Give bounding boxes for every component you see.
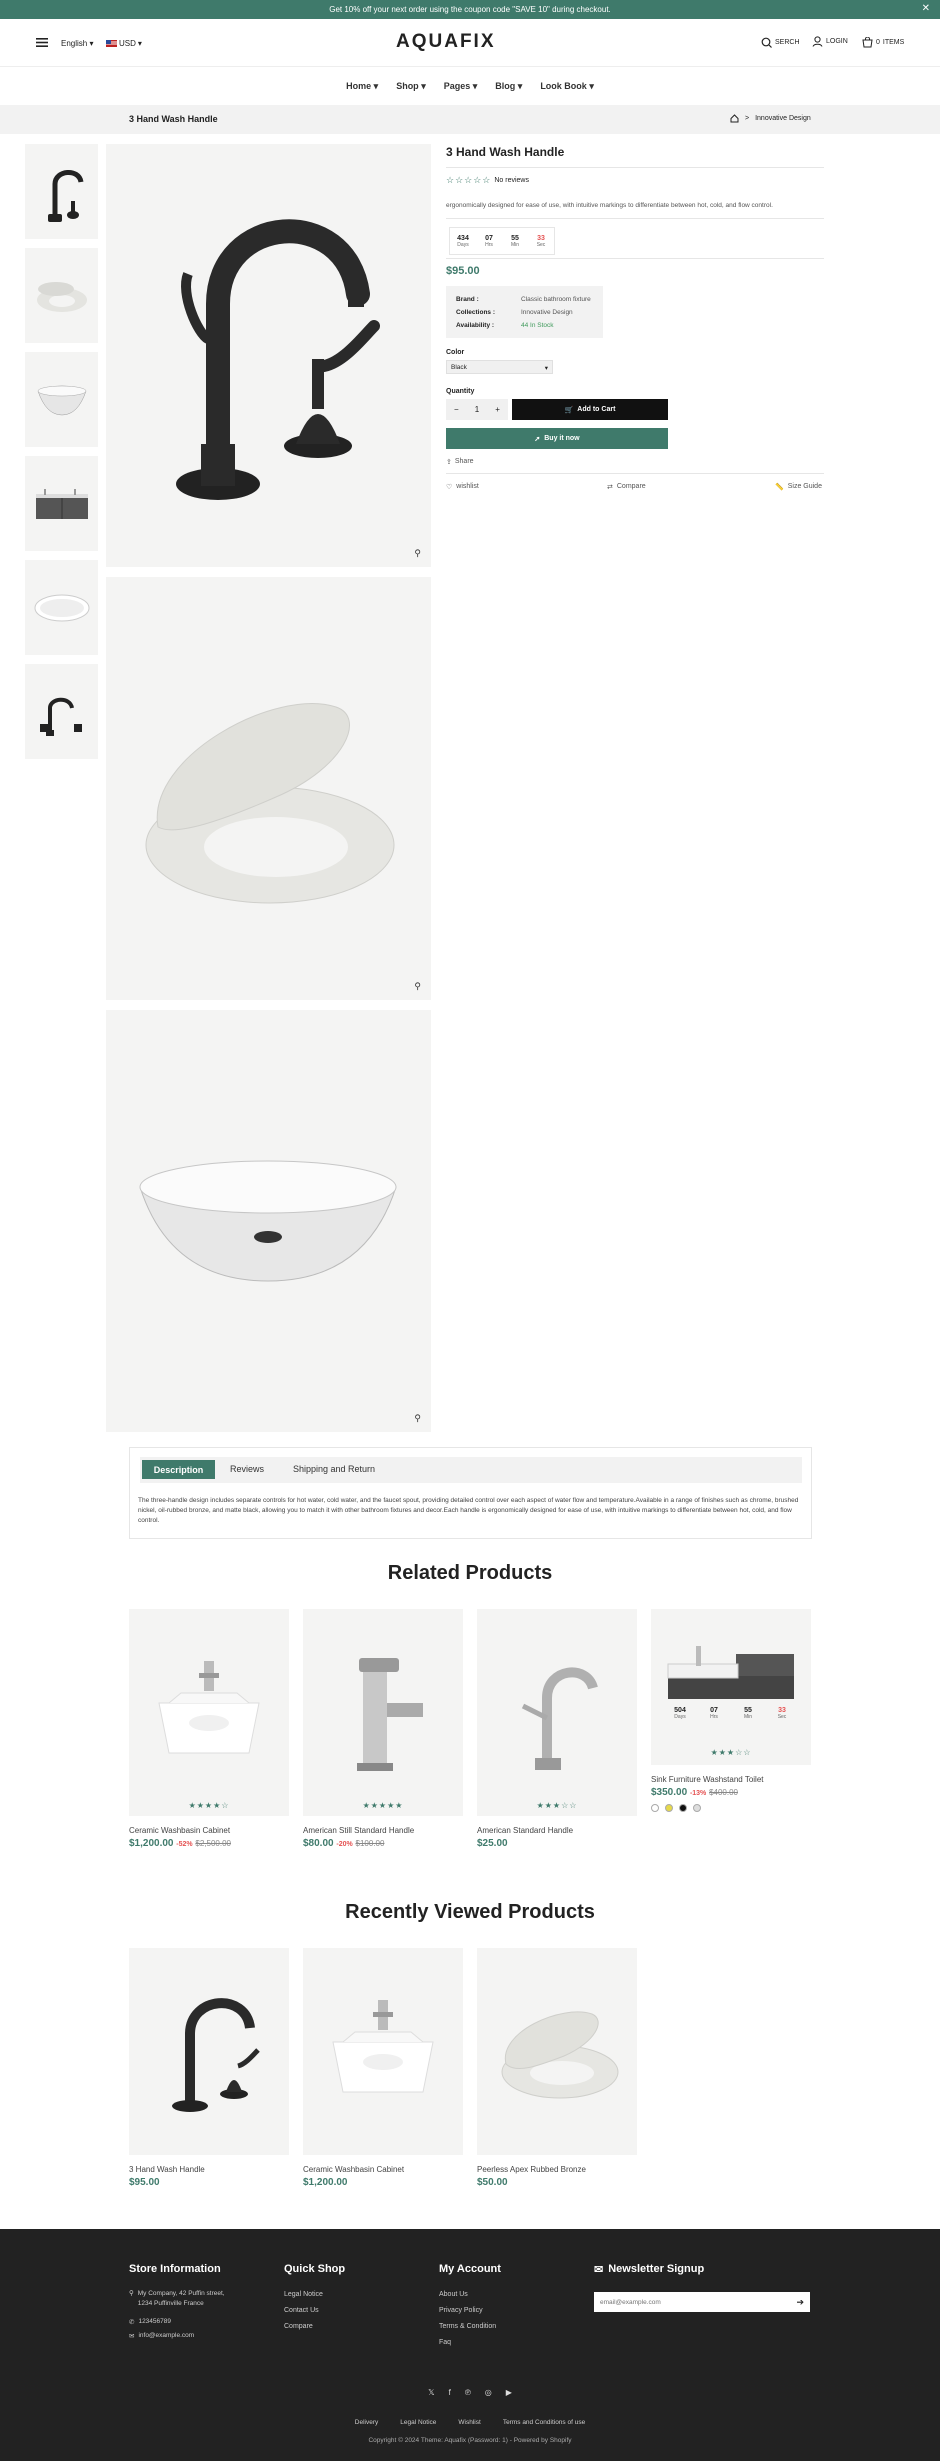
availability-label: Availability : (456, 322, 495, 329)
thumbnail-toilet-seat[interactable] (25, 248, 98, 343)
discount: -13% (689, 1790, 707, 1797)
reviews-text: No reviews (494, 177, 529, 184)
product-image[interactable] (303, 1609, 463, 1816)
chevron-down-icon: ▾ (544, 365, 548, 372)
newsletter-title-text: Newsletter Signup (608, 2263, 705, 2275)
address-text: My Company, 42 Puffin street, 1234 Puffinville France (137, 2290, 225, 2307)
compare-icon: ⇄ (607, 484, 613, 491)
product-image-basin[interactable] (106, 1010, 431, 1432)
color-select[interactable] (446, 360, 553, 374)
discount: -52% (176, 1841, 193, 1848)
divider (446, 218, 824, 219)
rating-stars: ★★★☆☆ (710, 1748, 752, 1757)
language-label: English (61, 39, 88, 48)
product-name[interactable]: Peerless Apex Rubbed Bronze (477, 2165, 586, 2174)
footer-link[interactable]: Legal Notice (284, 2291, 323, 2298)
login-label: LOGIN (826, 38, 848, 45)
color-selected: Black (451, 364, 467, 371)
close-icon[interactable]: ✕ (921, 3, 930, 14)
product-image[interactable] (129, 1948, 289, 2155)
product-image[interactable] (477, 1948, 637, 2155)
minus-button[interactable]: − (454, 405, 459, 414)
product-card[interactable] (477, 1609, 637, 1849)
wishlist-button[interactable] (446, 483, 479, 491)
thumbnail-bathtub[interactable] (25, 560, 98, 655)
announcement-bar (0, 0, 940, 19)
store-info-title: Store Information (129, 2263, 221, 2275)
price: $1,200.00 (129, 1838, 174, 1849)
divider (446, 473, 824, 474)
footer-link[interactable]: Compare (284, 2323, 313, 2330)
page-title: 3 Hand Wash Handle (129, 114, 218, 124)
pinterest-icon[interactable]: ℗ (464, 2388, 471, 2397)
thumbnail-cabinet[interactable] (25, 456, 98, 551)
nav-item-shop[interactable]: Shop ▾ (396, 80, 426, 91)
product-price (651, 1787, 811, 1798)
nav-label: Shop (396, 80, 419, 91)
star-icons: ☆☆☆☆☆ (446, 175, 492, 185)
copyright: Copyright © 2024 Theme: Aquafix (Password: 1) - Powered by Shopify (368, 2437, 572, 2444)
countdown-minutes: 55 Min (743, 1706, 753, 1720)
product-rating[interactable] (446, 175, 529, 186)
footer-bottom-link[interactable]: Legal Notice (400, 2419, 437, 2426)
color-swatches (651, 1804, 811, 1812)
quantity-stepper[interactable] (446, 399, 508, 420)
countdown-days: 504 Days (674, 1706, 686, 1720)
instagram-icon[interactable]: ◎ (484, 2388, 492, 2397)
cart-icon (862, 37, 873, 48)
home-icon[interactable] (730, 114, 739, 123)
product-image[interactable] (303, 1948, 463, 2155)
site-footer (0, 2229, 940, 2461)
add-to-cart-label: Add to Cart (577, 406, 616, 413)
footer-link[interactable]: Terms & Condition (439, 2323, 497, 2330)
share-icon: ⇪ (446, 459, 452, 466)
footer-link[interactable]: Privacy Policy (439, 2307, 483, 2314)
product-tabs (129, 1447, 812, 1539)
collections-value[interactable]: Innovative Design (521, 309, 573, 316)
swatch-gray[interactable] (693, 1804, 701, 1812)
size-guide-button[interactable] (775, 483, 822, 491)
email-text: info@example.com (138, 2332, 195, 2339)
buy-now-button[interactable] (446, 428, 668, 449)
nav-label: Pages (443, 80, 471, 91)
ruler-icon: 📏 (775, 484, 784, 491)
quantity-value[interactable]: 1 (474, 405, 480, 414)
language-select[interactable]: English ▾ (61, 39, 94, 48)
price: $25.00 (477, 1838, 508, 1849)
product-card[interactable] (303, 1609, 463, 1849)
tab-shipping[interactable]: Shipping and Return (293, 1464, 376, 1474)
product-name[interactable]: American Standard Handle (477, 1826, 574, 1835)
product-price (129, 1838, 289, 1849)
menu-icon[interactable] (36, 38, 48, 49)
zoom-icon[interactable]: ⚲ (414, 548, 421, 558)
rating-stars: ★★★☆☆ (536, 1801, 578, 1810)
zoom-icon[interactable]: ⚲ (414, 1413, 421, 1423)
main-nav (0, 68, 940, 104)
collections-label: Collections : (456, 309, 496, 316)
x-twitter-icon[interactable]: 𝕏 (428, 2388, 435, 2397)
divider (446, 258, 824, 259)
nav-item-home[interactable]: Home ▾ (346, 80, 379, 91)
countdown-seconds: 33 Sec (536, 234, 546, 248)
location-icon: ⚲ (129, 2290, 134, 2297)
nav-item-pages[interactable]: Pages ▾ (443, 80, 478, 91)
discount: -20% (336, 1841, 353, 1848)
add-to-cart-button[interactable] (512, 399, 668, 420)
heart-icon: ♡ (446, 484, 453, 491)
countdown-timer (449, 227, 555, 255)
nav-label: Blog (495, 80, 516, 91)
countdown-hours: 07 Hrs (710, 1706, 718, 1720)
color-label: Color (446, 349, 465, 356)
nav-label: Look Book (540, 80, 587, 91)
tab-description[interactable]: Description (142, 1460, 215, 1479)
product-card[interactable] (477, 1948, 637, 2188)
account-links (439, 2282, 496, 2346)
compare-label: Compare (616, 483, 646, 490)
store-email[interactable] (129, 2332, 194, 2340)
rating-stars: ★★★★★ (362, 1801, 404, 1810)
product-price: $95.00 (446, 265, 480, 277)
thumbnail-basin[interactable] (25, 352, 98, 447)
divider (446, 167, 824, 168)
product-image-toilet-seat[interactable] (106, 577, 431, 1000)
cart-count: 0 (876, 39, 880, 46)
mail-icon: ✉ (129, 2333, 135, 2340)
size-guide-label: Size Guide (787, 483, 822, 490)
price: $350.00 (651, 1787, 688, 1798)
product-price (477, 1838, 637, 1849)
footer-link[interactable]: About Us (439, 2291, 468, 2298)
footer-link[interactable]: Faq (439, 2339, 452, 2346)
quantity-label: Quantity (446, 388, 475, 395)
search-icon (761, 37, 772, 48)
phone-icon: ✆ (129, 2319, 135, 2326)
product-name[interactable]: Sink Furniture Washstand Toilet (651, 1775, 764, 1784)
cart-button[interactable] (862, 37, 904, 48)
product-price (303, 1838, 463, 1849)
breadcrumb (730, 114, 811, 123)
product-price: $50.00 (477, 2177, 508, 2188)
plus-button[interactable]: + (495, 405, 500, 414)
arrow-right-icon[interactable]: ➔ (796, 2296, 804, 2307)
currency-select[interactable]: USD ▾ (106, 39, 142, 48)
us-flag-icon (106, 40, 117, 47)
old-price: $400.00 (709, 1788, 738, 1797)
facebook-icon[interactable]: f (448, 2388, 451, 2397)
price: $80.00 (303, 1838, 334, 1849)
social-links (0, 2388, 940, 2397)
site-header (0, 19, 940, 67)
login-button[interactable] (812, 36, 848, 47)
countdown-minutes: 55 Min (510, 234, 520, 248)
product-image[interactable] (477, 1609, 637, 1816)
search-label: SERCH (775, 39, 800, 46)
thumbnail-faucet[interactable] (25, 144, 98, 239)
countdown-hours: 07 Hrs (485, 234, 493, 248)
newsletter-email-input[interactable] (600, 2299, 780, 2306)
product-image-faucet[interactable] (106, 144, 431, 567)
countdown-days: 434 Days (457, 234, 469, 248)
product-card[interactable] (303, 1948, 463, 2188)
compare-button[interactable] (607, 483, 646, 491)
brand-value: Classic bathroom fixture (521, 296, 591, 303)
user-icon (812, 36, 823, 47)
swatch-yellow[interactable] (665, 1804, 673, 1812)
currency-label: USD (119, 39, 136, 48)
swatch-black[interactable] (679, 1804, 687, 1812)
share-label: Share (454, 458, 474, 465)
youtube-icon[interactable]: ▶ (505, 2388, 512, 2397)
wishlist-label: wishlist (456, 483, 479, 490)
related-products-title: Related Products (387, 1562, 553, 1584)
newsletter-form (594, 2292, 810, 2312)
product-card[interactable] (651, 1609, 811, 1812)
zoom-icon[interactable]: ⚲ (414, 981, 421, 991)
brand-label: Brand : (456, 296, 479, 303)
product-card[interactable] (129, 1948, 289, 2188)
product-card[interactable] (129, 1609, 289, 1849)
product-name[interactable]: Ceramic Washbasin Cabinet (303, 2165, 405, 2174)
product-name[interactable]: American Still Standard Handle (303, 1826, 415, 1835)
old-price: $2,500.00 (195, 1839, 231, 1848)
share-button[interactable] (446, 458, 474, 466)
product-price: $95.00 (129, 2177, 160, 2188)
old-price: $100.00 (355, 1839, 385, 1848)
breadcrumb-bar (0, 105, 940, 134)
store-phone[interactable] (129, 2318, 171, 2326)
quick-shop-title: Quick Shop (284, 2263, 346, 2275)
tab-reviews[interactable]: Reviews (230, 1464, 265, 1474)
product-price: $1,200.00 (303, 2177, 348, 2188)
phone-text: 123456789 (138, 2318, 171, 2325)
recently-viewed-title: Recently Viewed Products (345, 1901, 595, 1923)
cart-label: ITEMS (882, 39, 905, 46)
nav-item-lookbook[interactable]: Look Book ▾ (540, 80, 594, 91)
product-meta (446, 286, 603, 338)
envelope-icon: ✉ (594, 2264, 604, 2276)
footer-bottom-links (0, 2419, 940, 2426)
cart-icon: 🛒 (564, 406, 574, 414)
breadcrumb-separator: > (745, 115, 750, 122)
thumbnail-faucet-alt[interactable] (25, 664, 98, 759)
countdown-timer (651, 1699, 811, 1731)
bolt-icon: ➚ (534, 435, 541, 443)
store-address (129, 2289, 234, 2309)
rating-stars: ★★★★☆ (188, 1801, 230, 1810)
my-account-title: My Account (439, 2263, 501, 2275)
quick-shop-links (284, 2282, 323, 2330)
buy-now-label: Buy it now (544, 435, 580, 442)
footer-link[interactable]: Contact Us (284, 2307, 319, 2314)
nav-item-blog[interactable]: Blog ▾ (495, 80, 523, 91)
logo[interactable]: AQUAFIX (396, 31, 496, 52)
product-name[interactable]: 3 Hand Wash Handle (129, 2165, 205, 2174)
breadcrumb-current: Innovative Design (755, 115, 811, 122)
product-title: 3 Hand Wash Handle (446, 145, 565, 159)
search-button[interactable] (761, 37, 800, 48)
product-name[interactable]: Ceramic Washbasin Cabinet (129, 1826, 231, 1835)
short-description: ergonomically designed for ease of use, with intuitive markings to differentiate between hot, cold, and flow control. (446, 202, 773, 209)
description-text: The three-handle design includes separate controls for hot water, cold water, and the faucet spout, providing detailed control over each aspect of water flow and temperature.Available in a range of finishes such as chrome, brushed nickel, oil-rubbed bronze, and matte black, allowing you to match it with other bathroom fixtures and decor.Each handle is ergonomically designed for ease of use, with intuitive markings to differentiate between hot, cold, and flow control. (138, 1497, 799, 1525)
countdown-seconds: 33 Sec (777, 1706, 787, 1720)
product-image[interactable] (129, 1609, 289, 1816)
newsletter-title (594, 2263, 704, 2276)
footer-bottom-link[interactable]: Delivery (354, 2419, 379, 2426)
announcement-text: Get 10% off your next order using the coupon code "SAVE 10" during checkout. (329, 5, 611, 14)
nav-label: Home (346, 80, 372, 91)
footer-bottom-link[interactable]: Wishlist (458, 2419, 481, 2426)
rating-area (651, 1732, 811, 1765)
availability-value: 44 In Stock (521, 322, 554, 329)
swatch-white[interactable] (651, 1804, 659, 1812)
footer-bottom-link[interactable]: Terms and Conditions of use (502, 2419, 586, 2426)
